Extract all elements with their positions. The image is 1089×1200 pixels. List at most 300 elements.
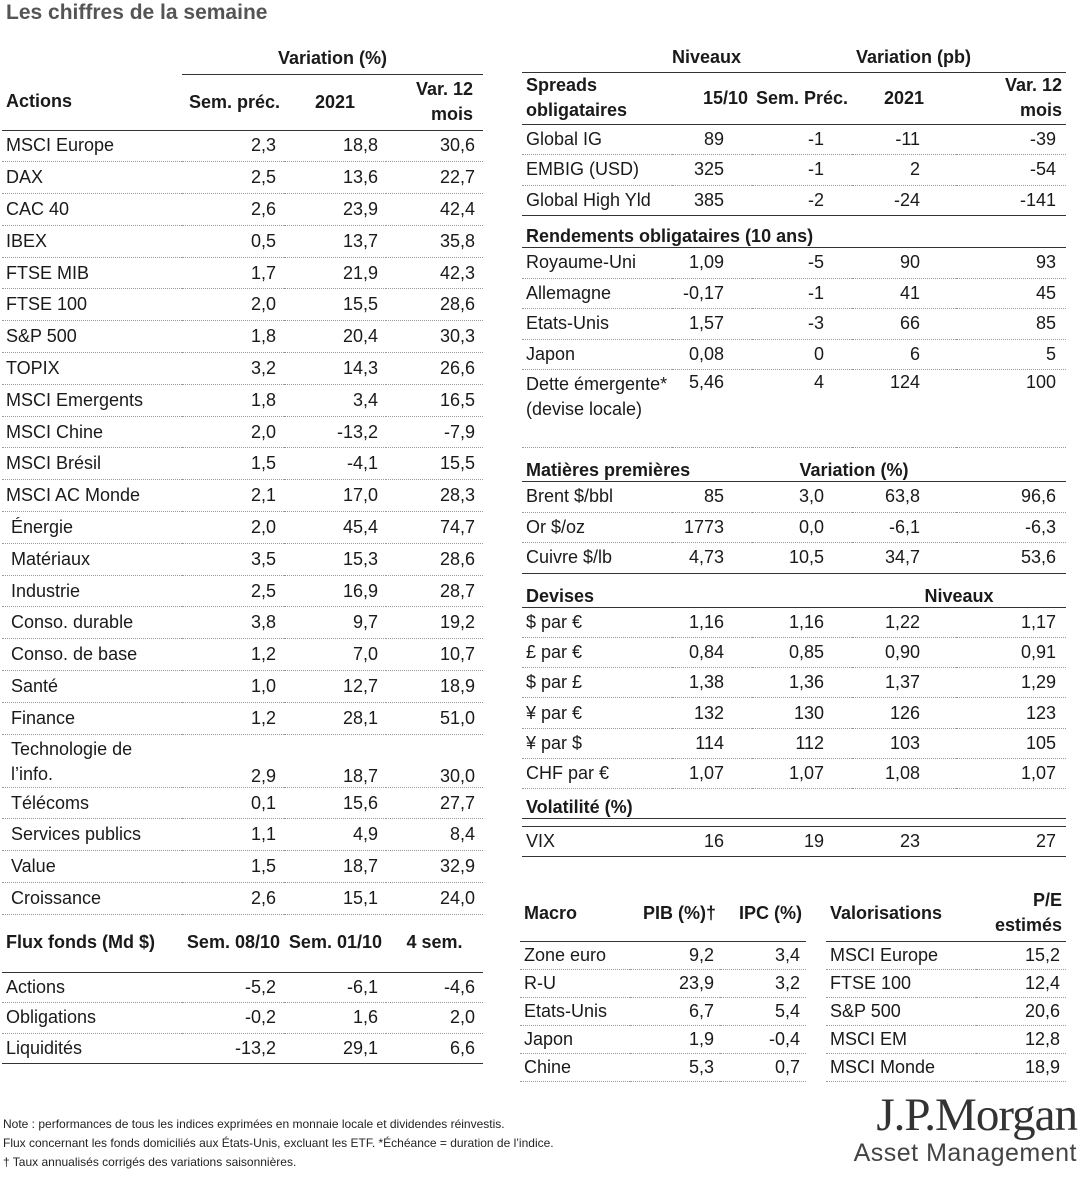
devises-value: 103 bbox=[852, 728, 956, 758]
matieres-header-sub: Variation (%) bbox=[752, 448, 956, 482]
flux-value: -4,6 bbox=[386, 972, 483, 1003]
spreads-value: -2 bbox=[752, 185, 852, 216]
actions-table bbox=[2, 44, 483, 915]
col-ipc: IPC (%) bbox=[720, 886, 806, 941]
spreads-row bbox=[522, 155, 1066, 186]
devises-header-label: Devises bbox=[522, 573, 852, 607]
spreads-row bbox=[522, 185, 1066, 216]
col-2021: 2021 bbox=[284, 74, 386, 130]
devises-value: 123 bbox=[956, 698, 1066, 728]
devises-value: 112 bbox=[752, 728, 852, 758]
actions-value: 1,2 bbox=[182, 702, 284, 734]
devises-value: 1,37 bbox=[852, 668, 956, 698]
devises-value: 1,07 bbox=[956, 758, 1066, 788]
actions-name: Conso. de base bbox=[2, 639, 182, 671]
actions-value: 1,8 bbox=[182, 321, 284, 353]
logo-wordmark: J.P.Morgan bbox=[876, 1089, 1077, 1141]
actions-name: Énergie bbox=[2, 512, 182, 544]
col-pe: P/E estimés bbox=[976, 886, 1066, 941]
devises-row bbox=[522, 607, 1066, 637]
actions-row bbox=[2, 321, 483, 353]
rendements-name: Japon bbox=[522, 339, 672, 370]
macro-row bbox=[520, 941, 806, 969]
actions-name: Services publics bbox=[2, 819, 182, 851]
actions-row bbox=[2, 639, 483, 671]
devises-name: £ par € bbox=[522, 637, 672, 667]
macro-value: 0,7 bbox=[720, 1053, 806, 1081]
devises-value: 1,17 bbox=[956, 607, 1066, 637]
rendements-value: 45 bbox=[956, 278, 1066, 309]
actions-value: 3,4 bbox=[284, 384, 386, 416]
matieres-row bbox=[522, 482, 1066, 513]
devises-header bbox=[522, 573, 1066, 607]
devises-value: 1,16 bbox=[752, 607, 852, 637]
valo-value: 18,9 bbox=[976, 1053, 1066, 1081]
actions-value: 2,6 bbox=[182, 883, 284, 915]
actions-name: CAC 40 bbox=[2, 194, 182, 226]
devises-value: 1,22 bbox=[852, 607, 956, 637]
actions-value: 16,5 bbox=[386, 384, 483, 416]
actions-value: 1,0 bbox=[182, 671, 284, 703]
actions-value: 16,9 bbox=[284, 575, 386, 607]
actions-row bbox=[2, 851, 483, 883]
actions-name: DAX bbox=[2, 162, 182, 194]
devises-value: 1,08 bbox=[852, 758, 956, 788]
actions-value: 1,2 bbox=[182, 639, 284, 671]
actions-name: FTSE 100 bbox=[2, 289, 182, 321]
actions-value: 2,5 bbox=[182, 162, 284, 194]
actions-row bbox=[2, 734, 483, 787]
rendements-value: -3 bbox=[752, 309, 852, 340]
actions-value: 2,6 bbox=[182, 194, 284, 226]
actions-row bbox=[2, 787, 483, 819]
matieres-header bbox=[522, 448, 1066, 482]
actions-name: Croissance bbox=[2, 883, 182, 915]
macro-row bbox=[520, 997, 806, 1025]
actions-value: -4,1 bbox=[284, 448, 386, 480]
rendements-header bbox=[522, 216, 1066, 248]
actions-name: Finance bbox=[2, 702, 182, 734]
spreads-value: 325 bbox=[672, 155, 752, 186]
spreads-label: Spreads obligataires bbox=[522, 72, 672, 124]
matieres-value: 63,8 bbox=[852, 482, 956, 513]
volatilite-header bbox=[522, 789, 1066, 819]
rendements-row bbox=[522, 339, 1066, 370]
valo-value: 15,2 bbox=[976, 941, 1066, 969]
macro-name: R-U bbox=[520, 969, 630, 997]
vix-value: 27 bbox=[956, 827, 1066, 857]
spreads-value: -1 bbox=[752, 124, 852, 155]
actions-value: 2,1 bbox=[182, 480, 284, 512]
flux-fonds-table bbox=[2, 914, 483, 1064]
macro-name: Japon bbox=[520, 1025, 630, 1053]
variation-pb-header: Variation (pb) bbox=[852, 44, 1066, 72]
actions-value: 22,7 bbox=[386, 162, 483, 194]
actions-value: 2,3 bbox=[182, 130, 284, 162]
col-sem-prec-r: Sem. Préc. bbox=[752, 72, 852, 124]
macro-value: 5,3 bbox=[630, 1053, 720, 1081]
rendements-value: 4 bbox=[752, 370, 852, 448]
col-4-sem: 4 sem. bbox=[386, 914, 483, 972]
matieres-header-label: Matières premières bbox=[522, 448, 752, 482]
actions-row bbox=[2, 819, 483, 851]
macro-row bbox=[520, 1053, 806, 1081]
flux-value: -0,2 bbox=[182, 1003, 284, 1034]
actions-value: 28,1 bbox=[284, 702, 386, 734]
valo-name: MSCI EM bbox=[826, 1025, 976, 1053]
macro-value: 5,4 bbox=[720, 997, 806, 1025]
devises-value: 1,07 bbox=[672, 758, 752, 788]
actions-value: 2,5 bbox=[182, 575, 284, 607]
actions-name: MSCI Emergents bbox=[2, 384, 182, 416]
logo-subline: Asset Management bbox=[853, 1139, 1077, 1167]
actions-name: IBEX bbox=[2, 225, 182, 257]
flux-row bbox=[2, 972, 483, 1003]
actions-value: 0,1 bbox=[182, 787, 284, 819]
spreads-value: -24 bbox=[852, 185, 956, 216]
obligations-table bbox=[522, 44, 1066, 857]
actions-value: 1,7 bbox=[182, 257, 284, 289]
actions-value: 3,5 bbox=[182, 543, 284, 575]
col-2021-r: 2021 bbox=[852, 72, 956, 124]
rendements-value: 90 bbox=[852, 248, 956, 279]
actions-value: 2,0 bbox=[182, 416, 284, 448]
rendements-header-label: Rendements obligataires (10 ans) bbox=[522, 216, 1066, 248]
devises-name: CHF par € bbox=[522, 758, 672, 788]
actions-row bbox=[2, 384, 483, 416]
valo-value: 20,6 bbox=[976, 997, 1066, 1025]
valo-row bbox=[826, 1053, 1066, 1081]
spreads-value: -11 bbox=[852, 124, 956, 155]
actions-value: 15,1 bbox=[284, 883, 386, 915]
col-pib: PIB (%)† bbox=[630, 886, 720, 941]
actions-value: 13,6 bbox=[284, 162, 386, 194]
flux-label: Flux fonds (Md $) bbox=[2, 914, 182, 972]
spreads-row bbox=[522, 124, 1066, 155]
actions-name: MSCI Brésil bbox=[2, 448, 182, 480]
macro-value: 1,9 bbox=[630, 1025, 720, 1053]
valo-name: FTSE 100 bbox=[826, 969, 976, 997]
actions-value: 4,9 bbox=[284, 819, 386, 851]
devises-name: ¥ par € bbox=[522, 698, 672, 728]
actions-name: Télécoms bbox=[2, 787, 182, 819]
devises-name: $ par £ bbox=[522, 668, 672, 698]
devises-row bbox=[522, 698, 1066, 728]
actions-name: MSCI Chine bbox=[2, 416, 182, 448]
col-var-12-mois: Var. 12 mois bbox=[386, 74, 483, 130]
devises-value: 0,90 bbox=[852, 637, 956, 667]
actions-value: 12,7 bbox=[284, 671, 386, 703]
actions-value: 1,5 bbox=[182, 448, 284, 480]
rendements-value: 0,08 bbox=[672, 339, 752, 370]
actions-value: 3,8 bbox=[182, 607, 284, 639]
vix-value: 16 bbox=[672, 827, 752, 857]
actions-row bbox=[2, 353, 483, 385]
flux-value: -13,2 bbox=[182, 1033, 284, 1064]
macro-value: 23,9 bbox=[630, 969, 720, 997]
rendements-value: 93 bbox=[956, 248, 1066, 279]
valo-row bbox=[826, 997, 1066, 1025]
rendements-value: 100 bbox=[956, 370, 1066, 448]
flux-value: -5,2 bbox=[182, 972, 284, 1003]
actions-value: 18,8 bbox=[284, 130, 386, 162]
actions-value: 15,6 bbox=[284, 787, 386, 819]
valo-name: S&P 500 bbox=[826, 997, 976, 1025]
rendements-value: 66 bbox=[852, 309, 956, 340]
macro-value: 6,7 bbox=[630, 997, 720, 1025]
actions-value: 23,9 bbox=[284, 194, 386, 226]
valorisations-table bbox=[826, 886, 1066, 1082]
devises-value: 114 bbox=[672, 728, 752, 758]
valo-name: MSCI Europe bbox=[826, 941, 976, 969]
matieres-name: Cuivre $/lb bbox=[522, 543, 672, 574]
matieres-value: 34,7 bbox=[852, 543, 956, 574]
actions-value: 24,0 bbox=[386, 883, 483, 915]
valo-row bbox=[826, 941, 1066, 969]
actions-name: S&P 500 bbox=[2, 321, 182, 353]
matieres-name: Or $/oz bbox=[522, 512, 672, 543]
rendements-row bbox=[522, 278, 1066, 309]
footnote-2: Flux concernant les fonds domiciliés aux États-Unis, excluant les ETF. *Échéance = duration de l’indice. bbox=[3, 1136, 554, 1150]
actions-value: 26,6 bbox=[386, 353, 483, 385]
rendements-name: Royaume-Uni bbox=[522, 248, 672, 279]
actions-row bbox=[2, 162, 483, 194]
matieres-value: 3,0 bbox=[752, 482, 852, 513]
actions-name: Industrie bbox=[2, 575, 182, 607]
macro-row bbox=[520, 1025, 806, 1053]
macro-value: 9,2 bbox=[630, 941, 720, 969]
actions-row bbox=[2, 225, 483, 257]
actions-row bbox=[2, 194, 483, 226]
actions-value: 2,9 bbox=[182, 734, 284, 787]
actions-row bbox=[2, 130, 483, 162]
actions-row bbox=[2, 257, 483, 289]
devises-value: 105 bbox=[956, 728, 1066, 758]
actions-value: -7,9 bbox=[386, 416, 483, 448]
flux-row bbox=[2, 1033, 483, 1064]
matieres-value: 96,6 bbox=[956, 482, 1066, 513]
actions-value: 0,5 bbox=[182, 225, 284, 257]
rendements-row bbox=[522, 370, 1066, 448]
actions-name: Matériaux bbox=[2, 543, 182, 575]
actions-value: 30,6 bbox=[386, 130, 483, 162]
col-sem-prec: Sem. préc. bbox=[182, 74, 284, 130]
valorisations-label: Valorisations bbox=[826, 886, 976, 941]
actions-value: 3,2 bbox=[182, 353, 284, 385]
actions-row bbox=[2, 289, 483, 321]
actions-value: 27,7 bbox=[386, 787, 483, 819]
jpmorgan-logo bbox=[854, 1091, 1077, 1167]
actions-value: 8,4 bbox=[386, 819, 483, 851]
vix-name: VIX bbox=[522, 827, 672, 857]
valo-value: 12,4 bbox=[976, 969, 1066, 997]
flux-value: -6,1 bbox=[284, 972, 386, 1003]
vix-value: 19 bbox=[752, 827, 852, 857]
matieres-value: -6,1 bbox=[852, 512, 956, 543]
actions-value: 15,5 bbox=[284, 289, 386, 321]
rendements-name: Dette émergente* (devise locale) bbox=[522, 370, 672, 448]
actions-value: 32,9 bbox=[386, 851, 483, 883]
actions-value: 20,4 bbox=[284, 321, 386, 353]
macro-value: -0,4 bbox=[720, 1025, 806, 1053]
matieres-value: -6,3 bbox=[956, 512, 1066, 543]
actions-value: 30,0 bbox=[386, 734, 483, 787]
devises-row bbox=[522, 668, 1066, 698]
actions-name: FTSE MIB bbox=[2, 257, 182, 289]
rendements-value: 41 bbox=[852, 278, 956, 309]
flux-name: Obligations bbox=[2, 1003, 182, 1034]
actions-value: 18,7 bbox=[284, 851, 386, 883]
flux-row bbox=[2, 1003, 483, 1034]
spreads-value: 89 bbox=[672, 124, 752, 155]
actions-value: -13,2 bbox=[284, 416, 386, 448]
actions-name: TOPIX bbox=[2, 353, 182, 385]
devises-value: 0,84 bbox=[672, 637, 752, 667]
devises-value: 126 bbox=[852, 698, 956, 728]
matieres-value: 53,6 bbox=[956, 543, 1066, 574]
actions-value: 74,7 bbox=[386, 512, 483, 544]
devises-value: 0,91 bbox=[956, 637, 1066, 667]
macro-name: Etats-Unis bbox=[520, 997, 630, 1025]
actions-value: 10,7 bbox=[386, 639, 483, 671]
devises-value: 132 bbox=[672, 698, 752, 728]
devises-value: 1,29 bbox=[956, 668, 1066, 698]
footnote-3: † Taux annualisés corrigés des variations saisonnières. bbox=[3, 1155, 297, 1169]
niveaux-header: Niveaux bbox=[672, 44, 852, 72]
spreads-name: Global High Yld bbox=[522, 185, 672, 216]
actions-row bbox=[2, 702, 483, 734]
actions-value: 51,0 bbox=[386, 702, 483, 734]
actions-value: 1,1 bbox=[182, 819, 284, 851]
actions-value: 2,0 bbox=[182, 512, 284, 544]
actions-row bbox=[2, 512, 483, 544]
matieres-value: 10,5 bbox=[752, 543, 852, 574]
col-1510: 15/10 bbox=[672, 72, 752, 124]
actions-name: Santé bbox=[2, 671, 182, 703]
matieres-value: 0,0 bbox=[752, 512, 852, 543]
spreads-value: -54 bbox=[956, 155, 1066, 186]
spreads-value: 385 bbox=[672, 185, 752, 216]
rendements-value: 0 bbox=[752, 339, 852, 370]
actions-value: 7,0 bbox=[284, 639, 386, 671]
actions-value: 15,5 bbox=[386, 448, 483, 480]
macro-label: Macro bbox=[520, 886, 630, 941]
actions-value: 28,6 bbox=[386, 289, 483, 321]
matieres-row bbox=[522, 543, 1066, 574]
macro-value: 3,4 bbox=[720, 941, 806, 969]
devises-header-sub: Niveaux bbox=[852, 573, 1066, 607]
flux-name: Actions bbox=[2, 972, 182, 1003]
actions-row bbox=[2, 883, 483, 915]
spreads-value: -39 bbox=[956, 124, 1066, 155]
actions-value: 35,8 bbox=[386, 225, 483, 257]
actions-name: Technologie de l’info. bbox=[2, 734, 182, 787]
devises-value: 1,38 bbox=[672, 668, 752, 698]
actions-value: 19,2 bbox=[386, 607, 483, 639]
actions-row bbox=[2, 607, 483, 639]
actions-value: 9,7 bbox=[284, 607, 386, 639]
matieres-value: 1773 bbox=[672, 512, 752, 543]
devises-value: 130 bbox=[752, 698, 852, 728]
rendements-value: 6 bbox=[852, 339, 956, 370]
devises-row bbox=[522, 728, 1066, 758]
spreads-name: Global IG bbox=[522, 124, 672, 155]
macro-table bbox=[520, 886, 806, 1082]
actions-value: 1,5 bbox=[182, 851, 284, 883]
rendements-row bbox=[522, 309, 1066, 340]
rendements-value: 5 bbox=[956, 339, 1066, 370]
rendements-value: -1 bbox=[752, 278, 852, 309]
spreads-value: -141 bbox=[956, 185, 1066, 216]
macro-name: Zone euro bbox=[520, 941, 630, 969]
volatilite-header-label: Volatilité (%) bbox=[522, 789, 1066, 819]
valo-row bbox=[826, 1025, 1066, 1053]
devises-name: $ par € bbox=[522, 607, 672, 637]
devises-row bbox=[522, 758, 1066, 788]
rendements-value: 5,46 bbox=[672, 370, 752, 448]
devises-row bbox=[522, 637, 1066, 667]
actions-row bbox=[2, 448, 483, 480]
valo-value: 12,8 bbox=[976, 1025, 1066, 1053]
actions-row bbox=[2, 480, 483, 512]
actions-row bbox=[2, 575, 483, 607]
actions-row bbox=[2, 543, 483, 575]
actions-value: 30,3 bbox=[386, 321, 483, 353]
matieres-value: 4,73 bbox=[672, 543, 752, 574]
actions-value: 28,6 bbox=[386, 543, 483, 575]
valo-name: MSCI Monde bbox=[826, 1053, 976, 1081]
actions-value: 15,3 bbox=[284, 543, 386, 575]
actions-value: 14,3 bbox=[284, 353, 386, 385]
matieres-value: 85 bbox=[672, 482, 752, 513]
devises-name: ¥ par $ bbox=[522, 728, 672, 758]
flux-value: 6,6 bbox=[386, 1033, 483, 1064]
actions-row bbox=[2, 671, 483, 703]
matieres-name: Brent $/bbl bbox=[522, 482, 672, 513]
flux-name: Liquidités bbox=[2, 1033, 182, 1064]
actions-value: 13,7 bbox=[284, 225, 386, 257]
actions-value: 28,3 bbox=[386, 480, 483, 512]
actions-name: MSCI AC Monde bbox=[2, 480, 182, 512]
col-sem-0110: Sem. 01/10 bbox=[284, 914, 386, 972]
spreads-value: 2 bbox=[852, 155, 956, 186]
rendements-value: -5 bbox=[752, 248, 852, 279]
devises-value: 1,16 bbox=[672, 607, 752, 637]
actions-value: 2,0 bbox=[182, 289, 284, 321]
actions-label: Actions bbox=[2, 74, 182, 130]
rendements-name: Allemagne bbox=[522, 278, 672, 309]
actions-value: 21,9 bbox=[284, 257, 386, 289]
actions-value: 42,4 bbox=[386, 194, 483, 226]
actions-value: 42,3 bbox=[386, 257, 483, 289]
flux-value: 29,1 bbox=[284, 1033, 386, 1064]
vix-value: 23 bbox=[852, 827, 956, 857]
actions-value: 18,9 bbox=[386, 671, 483, 703]
actions-value: 17,0 bbox=[284, 480, 386, 512]
rendements-value: 85 bbox=[956, 309, 1066, 340]
col-sem-0810: Sem. 08/10 bbox=[182, 914, 284, 972]
rendements-row bbox=[522, 248, 1066, 279]
actions-value: 18,7 bbox=[284, 734, 386, 787]
actions-name: Value bbox=[2, 851, 182, 883]
actions-value: 28,7 bbox=[386, 575, 483, 607]
matieres-row bbox=[522, 512, 1066, 543]
flux-value: 2,0 bbox=[386, 1003, 483, 1034]
rendements-value: 124 bbox=[852, 370, 956, 448]
actions-row bbox=[2, 416, 483, 448]
actions-value: 45,4 bbox=[284, 512, 386, 544]
col-var-12-mois-r: Var. 12 mois bbox=[956, 72, 1066, 124]
